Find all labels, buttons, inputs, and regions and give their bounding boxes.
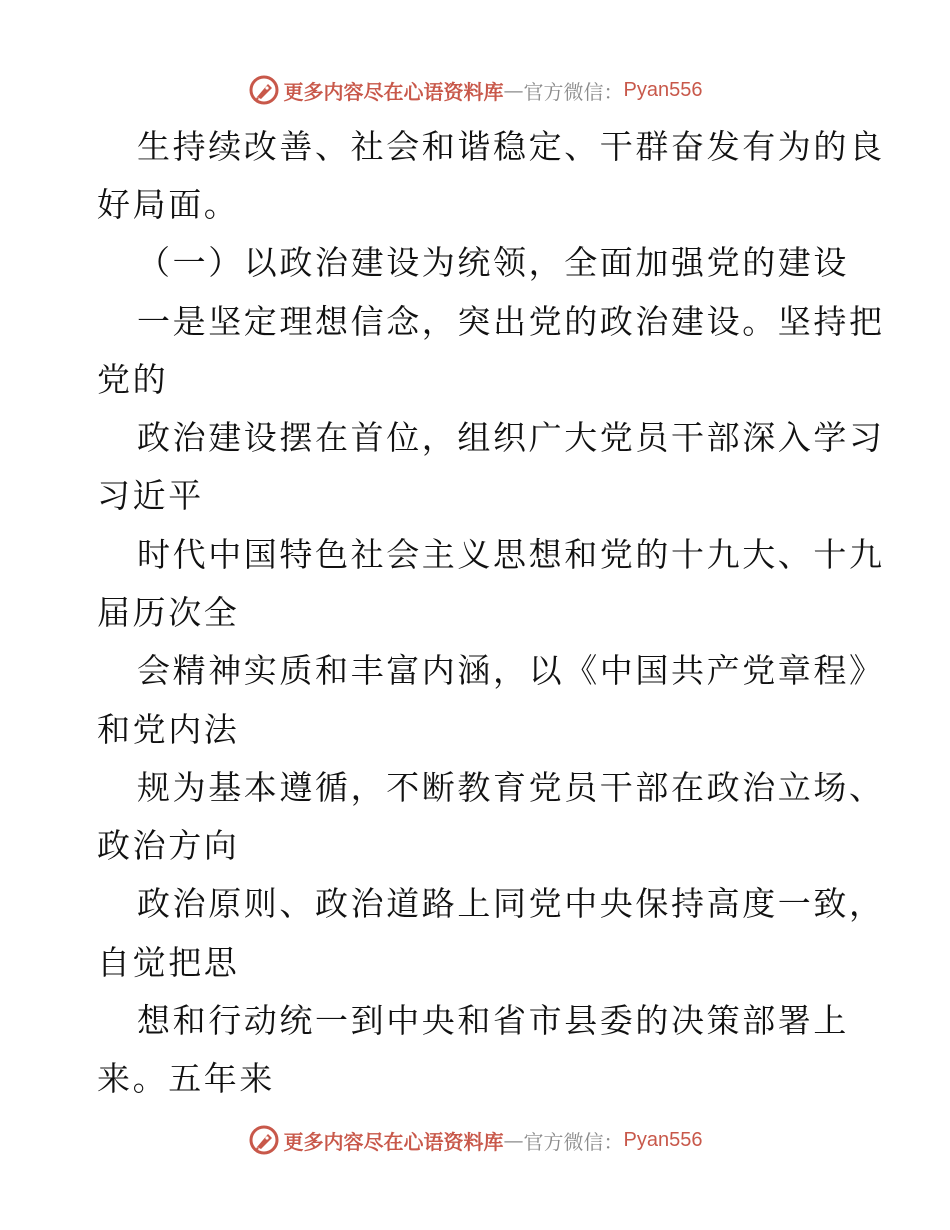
- body-line: 生持续改善、社会和谐稳定、干群奋发有为的良: [137, 127, 885, 166]
- header-banner: [0, 70, 950, 110]
- banner-wechat-id: Pyan556: [623, 78, 703, 101]
- body-line: 想和行动统一到中央和省市县委的决策部署上: [137, 1001, 849, 1040]
- body-line: 和党内法: [97, 710, 240, 749]
- banner-main-text: 更多内容尽在心语资料库: [283, 79, 504, 104]
- banner-main-text: 更多内容尽在心语资料库: [283, 1129, 504, 1154]
- banner-wechat-id: Pyan556: [623, 1128, 703, 1151]
- body-line: 习近平: [97, 476, 204, 515]
- banner-separator: —: [503, 1128, 524, 1152]
- body-line: 好局面。: [97, 185, 240, 224]
- pen-nib-logo-icon: [248, 1124, 280, 1156]
- banner-separator: —: [503, 78, 524, 102]
- body-line: 来。五年来: [97, 1059, 275, 1098]
- banner-wechat-label: 官方微信：: [523, 1129, 624, 1154]
- body-line: 时代中国特色社会主义思想和党的十九大、十九: [137, 535, 885, 574]
- pen-nib-logo-icon: [248, 74, 280, 106]
- footer-banner: [0, 1120, 950, 1160]
- body-line: 党的: [97, 360, 169, 399]
- body-line: 政治建设摆在首位，组织广大党员干部深入学习: [137, 418, 885, 457]
- body-line: 届历次全: [97, 593, 240, 632]
- body-line: 规为基本遵循，不断教育党员干部在政治立场、: [137, 768, 885, 807]
- banner-wechat-label: 官方微信：: [523, 79, 624, 104]
- body-line: 会精神实质和丰富内涵，以《中国共产党章程》: [137, 651, 885, 690]
- body-line: 政治原则、政治道路上同党中央保持高度一致，: [137, 884, 885, 923]
- body-line: 一是坚定理想信念，突出党的政治建设。坚持把: [137, 302, 885, 341]
- section-heading: （一）以政治建设为统领，全面加强党的建设: [137, 243, 849, 282]
- body-line: 自觉把思: [97, 943, 240, 982]
- body-line: 政治方向: [97, 826, 240, 865]
